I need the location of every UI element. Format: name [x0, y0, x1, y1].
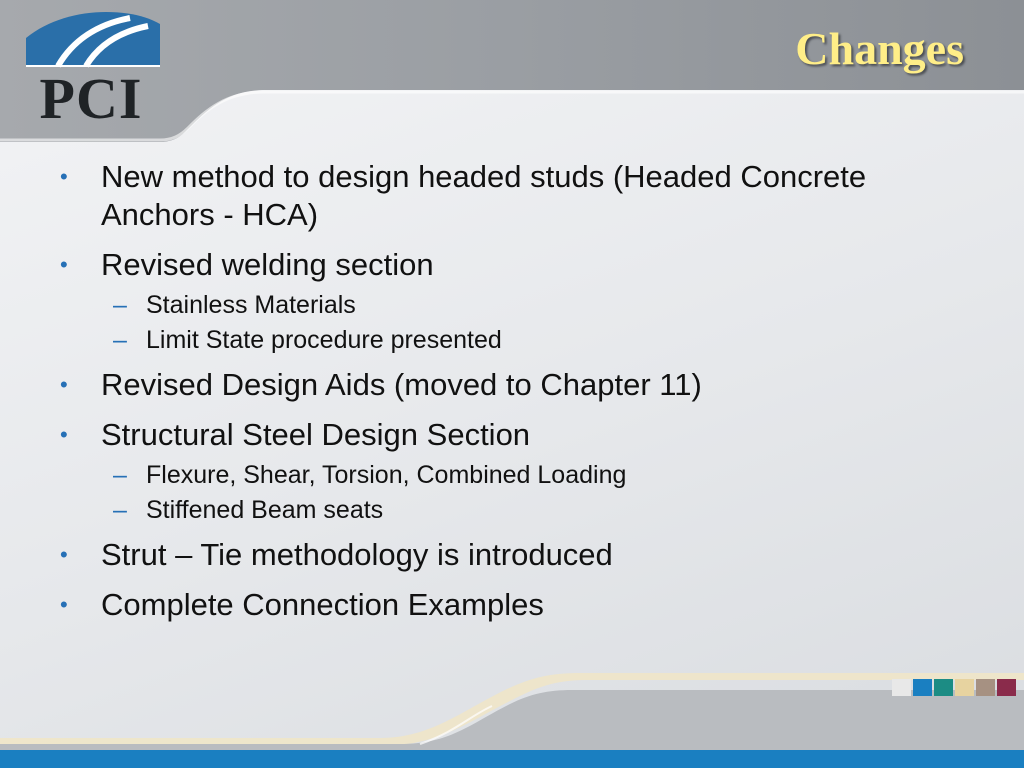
slide-title: Changes	[795, 23, 964, 74]
bullet-marker: •	[60, 164, 68, 189]
bullet-marker: •	[60, 372, 68, 397]
bullet-text: Structural Steel Design Section	[101, 417, 531, 452]
bullet-text: Strut – Tie methodology is introduced	[101, 537, 613, 572]
sub-bullet-text: Stiffened Beam seats	[146, 496, 384, 524]
color-swatches	[892, 679, 1016, 696]
swatch	[997, 679, 1016, 696]
bullet-marker: •	[60, 252, 68, 277]
sub-bullet-text: Flexure, Shear, Torsion, Combined Loading	[146, 461, 627, 489]
swatch	[976, 679, 995, 696]
bullet-text: Revised welding section	[101, 247, 434, 282]
swatch	[892, 679, 911, 696]
bullet-text: Revised Design Aids (moved to Chapter 11)	[101, 367, 702, 402]
swatch	[934, 679, 953, 696]
sub-bullet-marker: –	[113, 461, 127, 489]
sub-bullet-marker: –	[113, 291, 127, 319]
sub-bullet-text: Limit State procedure presented	[146, 326, 502, 354]
bullet-marker: •	[60, 542, 68, 567]
swatch	[913, 679, 932, 696]
sub-bullet-text: Stainless Materials	[146, 291, 356, 319]
sub-bullet-marker: –	[113, 326, 127, 354]
bullet-marker: •	[60, 592, 68, 617]
bullet-text: New method to design headed studs (Headed Concrete Anchors - HCA)	[101, 159, 867, 232]
sub-bullet-marker: –	[113, 496, 127, 524]
bullet-text: Complete Connection Examples	[101, 587, 544, 622]
bullet-marker: •	[60, 422, 68, 447]
logo-text: PCI	[39, 66, 143, 131]
swatch	[955, 679, 974, 696]
